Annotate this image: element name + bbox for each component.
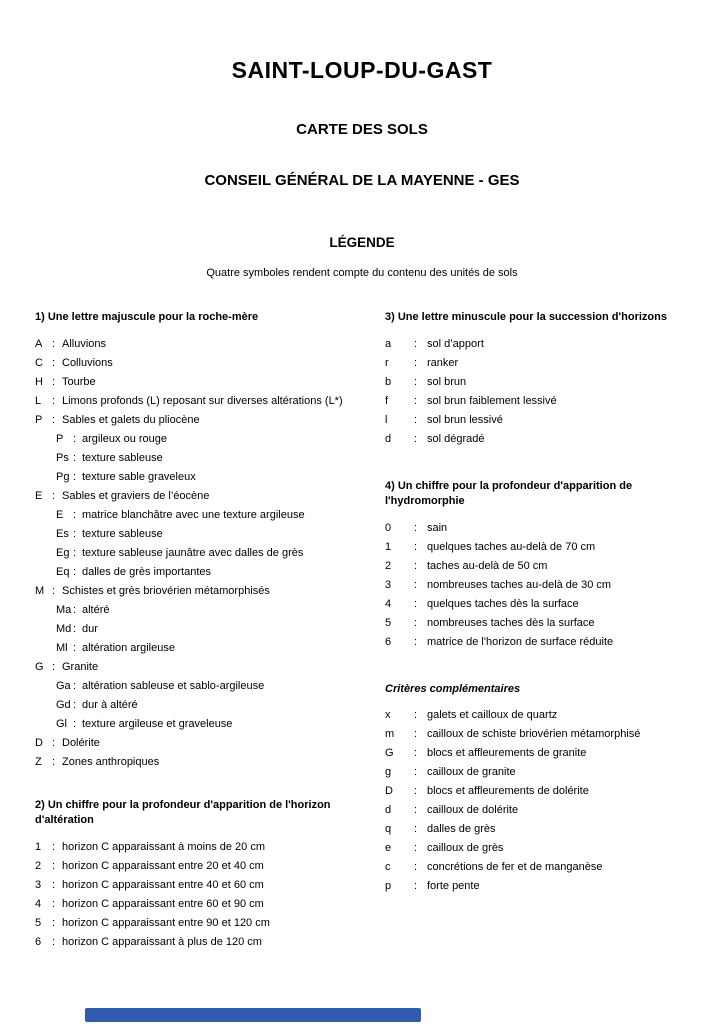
- document-subtitle-carte-des-sols: CARTE DES SOLS: [296, 121, 428, 138]
- entry-text: Zones anthropiques: [62, 756, 160, 768]
- entry-text: altération sableuse et sablo-argileuse: [82, 680, 265, 692]
- entry-symbol: Eg: [56, 547, 70, 559]
- entry-symbol: Es: [56, 528, 69, 540]
- legend-entry: [56, 430, 355, 449]
- entry-text: matrice blanchâtre avec une texture argileuse: [82, 509, 305, 521]
- entry-text: forte pente: [427, 880, 480, 892]
- legend-entry: [56, 639, 355, 658]
- legend-entry: [385, 557, 704, 576]
- entry-text: texture sableuse: [82, 452, 163, 464]
- entry-text: Dolérite: [62, 737, 100, 749]
- entry-symbol: 5: [35, 917, 42, 929]
- section-roche-mere: [35, 310, 355, 772]
- legend-entry: [385, 335, 704, 354]
- entry-symbol: p: [385, 880, 392, 892]
- entry-symbol: D: [35, 737, 43, 749]
- entry-separator: :: [52, 395, 56, 407]
- entry-symbol: 1: [35, 841, 42, 853]
- legend-entry: [35, 933, 355, 952]
- section-roche-mere-heading: 1) Une lettre majuscule pour la roche-mère: [35, 311, 259, 323]
- entry-text: Schistes et grès briovérien métamorphisés: [62, 585, 270, 597]
- entry-symbol: 6: [385, 636, 392, 648]
- legend-entry: [385, 411, 704, 430]
- entry-symbol: 2: [385, 560, 392, 572]
- entry-symbol: Gl: [56, 718, 67, 730]
- entry-symbol: 5: [385, 617, 392, 629]
- entry-separator: :: [52, 936, 56, 948]
- entry-symbol: Ma: [56, 604, 72, 616]
- entry-symbol: G: [35, 661, 44, 673]
- entry-symbol: d: [385, 804, 392, 816]
- entry-symbol: 4: [35, 898, 42, 910]
- legend-entry: [56, 620, 355, 639]
- entry-separator: :: [73, 718, 77, 730]
- legend-entry: [56, 601, 355, 620]
- legend-columns: [0, 310, 724, 952]
- section-horizon-alteration: [35, 798, 355, 952]
- entry-separator: :: [414, 617, 418, 629]
- footer-banner[interactable]: [85, 1008, 421, 1022]
- entry-separator: :: [414, 766, 418, 778]
- section-succession-horizons-heading: 3) Une lettre minuscule pour la succession d'horizons: [385, 311, 667, 323]
- legend-entry: [385, 725, 704, 744]
- entry-symbol: Z: [35, 756, 42, 768]
- entry-text: cailloux de schiste briovérien métamorphisé: [427, 728, 641, 740]
- entry-text: horizon C apparaissant entre 40 et 60 cm: [62, 879, 264, 891]
- legend-entry: [35, 734, 355, 753]
- entry-text: horizon C apparaissant à plus de 120 cm: [62, 936, 262, 948]
- entry-separator: :: [52, 585, 56, 597]
- entry-text: taches au-delà de 50 cm: [427, 560, 548, 572]
- entry-separator: :: [414, 376, 418, 388]
- legend-intro: Quatre symboles rendent compte du contenu des unités de sols: [206, 267, 518, 279]
- entry-separator: :: [414, 579, 418, 591]
- entry-symbol: l: [385, 414, 388, 426]
- entry-symbol: r: [385, 357, 389, 369]
- left-column: [35, 310, 355, 952]
- legend-entry: [35, 487, 355, 506]
- legend-entry: [56, 677, 355, 696]
- entry-symbol: A: [35, 338, 43, 350]
- entry-separator: :: [52, 879, 56, 891]
- entry-text: ranker: [427, 357, 459, 369]
- entry-symbol: Gd: [56, 699, 71, 711]
- legend-entry: [35, 658, 355, 677]
- entry-text: concrétions de fer et de manganèse: [427, 861, 603, 873]
- entry-symbol: d: [385, 433, 392, 445]
- entry-text: texture sableuse: [82, 528, 163, 540]
- legend-entry: [35, 354, 355, 373]
- entry-text: sol d’apport: [427, 338, 484, 350]
- entry-text: texture sableuse jaunâtre avec dalles de grès: [82, 547, 304, 559]
- legend-entry: [35, 335, 355, 354]
- entry-symbol: e: [385, 842, 392, 854]
- entry-separator: :: [414, 709, 418, 721]
- entry-separator: :: [414, 395, 418, 407]
- entry-symbol: 4: [385, 598, 392, 610]
- entry-text: texture sable graveleux: [82, 471, 196, 483]
- legend-entry: [56, 449, 355, 468]
- entry-symbol: Pg: [56, 471, 70, 483]
- entry-text: sol brun lessivé: [427, 414, 503, 426]
- entry-list-hydromorphie: [385, 519, 704, 652]
- legend-entry: [35, 373, 355, 392]
- entry-separator: :: [73, 642, 77, 654]
- entry-text: altéré: [82, 604, 110, 616]
- entry-separator: :: [52, 898, 56, 910]
- legend-entry: [385, 373, 704, 392]
- legend-entry: [385, 354, 704, 373]
- legend-entry: [385, 392, 704, 411]
- entry-symbol: f: [385, 395, 389, 407]
- entry-text: Tourbe: [62, 376, 96, 388]
- legend-entry: [385, 633, 704, 652]
- entry-separator: :: [73, 566, 77, 578]
- entry-text: sol dégradé: [427, 433, 485, 445]
- entry-text: matrice de l'horizon de surface réduite: [427, 636, 614, 648]
- legend-entry: [35, 857, 355, 876]
- entry-symbol: 2: [35, 860, 42, 872]
- entry-separator: :: [414, 636, 418, 648]
- entry-text: dur à altéré: [82, 699, 138, 711]
- entry-symbol: 3: [385, 579, 392, 591]
- legend-entry: [385, 877, 704, 896]
- entry-text: cailloux de granite: [427, 766, 516, 778]
- legend-entry: [385, 763, 704, 782]
- entry-text: blocs et affleurements de dolérite: [427, 785, 589, 797]
- entry-separator: :: [73, 452, 77, 464]
- entry-symbol: q: [385, 823, 392, 835]
- entry-symbol: Ga: [56, 680, 71, 692]
- entry-text: galets et cailloux de quartz: [427, 709, 558, 721]
- section-horizon-alteration-heading: 2) Un chiffre pour la profondeur d'apparition de l'horizon d'altération: [35, 799, 331, 826]
- legend-entry: [35, 411, 355, 430]
- entry-symbol: 6: [35, 936, 42, 948]
- legend-entry: [35, 895, 355, 914]
- entry-text: sol brun faiblement lessivé: [427, 395, 557, 407]
- legend-entry: [56, 506, 355, 525]
- legend-entry: [385, 538, 704, 557]
- entry-text: horizon C apparaissant entre 20 et 40 cm: [62, 860, 264, 872]
- entry-symbol: Ps: [56, 452, 69, 464]
- legend-entry: [385, 614, 704, 633]
- entry-separator: :: [73, 547, 77, 559]
- entry-symbol: a: [385, 338, 392, 350]
- entry-text: dalles de grès importantes: [82, 566, 212, 578]
- entry-text: Sables et galets du pliocène: [62, 414, 200, 426]
- document-title: SAINT-LOUP-DU-GAST: [231, 57, 493, 83]
- entry-text: blocs et affleurements de granite: [427, 747, 587, 759]
- entry-separator: :: [52, 860, 56, 872]
- legend-entry: [385, 820, 704, 839]
- legend-entry: [35, 582, 355, 601]
- entry-text: altération argileuse: [82, 642, 175, 654]
- entry-text: dur: [82, 623, 98, 635]
- legend-entry: [385, 744, 704, 763]
- legend-entry: [385, 595, 704, 614]
- entry-symbol: 1: [385, 541, 392, 553]
- legend-entry: [56, 563, 355, 582]
- entry-list-succession-horizons: [385, 335, 704, 449]
- entry-separator: :: [73, 699, 77, 711]
- entry-text: Limons profonds (L) reposant sur diverses altérations (L*): [62, 395, 343, 407]
- entry-symbol: 0: [385, 522, 392, 534]
- legend-entry: [385, 839, 704, 858]
- entry-separator: :: [414, 804, 418, 816]
- entry-separator: :: [52, 490, 56, 502]
- entry-symbol: Ml: [56, 642, 68, 654]
- entry-symbol: P: [35, 414, 43, 426]
- entry-separator: :: [414, 433, 418, 445]
- entry-separator: :: [414, 541, 418, 553]
- entry-symbol: Eq: [56, 566, 70, 578]
- section-criteres-complementaires: [385, 682, 704, 896]
- entry-separator: :: [73, 528, 77, 540]
- legend-entry: [35, 838, 355, 857]
- legend-entry: [385, 858, 704, 877]
- entry-text: Colluvions: [62, 357, 113, 369]
- entry-symbol: x: [385, 709, 391, 721]
- legend-entry: [385, 519, 704, 538]
- entry-text: horizon C apparaissant entre 60 et 90 cm: [62, 898, 264, 910]
- entry-separator: :: [414, 823, 418, 835]
- entry-text: Alluvions: [62, 338, 107, 350]
- entry-separator: :: [73, 604, 77, 616]
- legend-entry: [56, 468, 355, 487]
- legend-entry: [56, 696, 355, 715]
- entry-separator: :: [73, 509, 77, 521]
- entry-separator: :: [414, 880, 418, 892]
- entry-separator: :: [52, 357, 56, 369]
- entry-separator: :: [414, 728, 418, 740]
- entry-separator: :: [52, 376, 56, 388]
- entry-text: Granite: [62, 661, 99, 673]
- entry-separator: :: [52, 661, 56, 673]
- section-criteres-complementaires-heading: Critères complémentaires: [385, 683, 521, 695]
- legend-entry: [35, 392, 355, 411]
- entry-text: quelques taches dès la surface: [427, 598, 579, 610]
- entry-separator: :: [52, 737, 56, 749]
- entry-symbol: E: [56, 509, 64, 521]
- entry-text: nombreuses taches dès la surface: [427, 617, 595, 629]
- entry-separator: :: [414, 522, 418, 534]
- legend-entry: [385, 801, 704, 820]
- entry-separator: :: [414, 560, 418, 572]
- entry-separator: :: [414, 338, 418, 350]
- entry-symbol: L: [35, 395, 42, 407]
- entry-symbol: H: [35, 376, 43, 388]
- entry-separator: :: [52, 756, 56, 768]
- entry-text: sain: [427, 522, 448, 534]
- entry-text: horizon C apparaissant à moins de 20 cm: [62, 841, 265, 853]
- legend-entry: [35, 753, 355, 772]
- section-succession-horizons: [385, 310, 704, 449]
- entry-symbol: D: [385, 785, 393, 797]
- entry-separator: :: [52, 841, 56, 853]
- entry-text: cailloux de dolérite: [427, 804, 519, 816]
- entry-separator: :: [52, 414, 56, 426]
- entry-separator: :: [73, 623, 77, 635]
- entry-symbol: P: [56, 433, 64, 445]
- legend-entry: [35, 914, 355, 933]
- legend-entry: [56, 544, 355, 563]
- entry-separator: :: [414, 785, 418, 797]
- entry-separator: :: [414, 747, 418, 759]
- entry-text: argileux ou rouge: [82, 433, 168, 445]
- entry-symbol: b: [385, 376, 392, 388]
- entry-separator: :: [414, 842, 418, 854]
- entry-list-criteres-complementaires: [385, 706, 704, 896]
- entry-separator: :: [73, 433, 77, 445]
- entry-separator: :: [414, 357, 418, 369]
- legend-entry: [385, 576, 704, 595]
- section-hydromorphie-heading: 4) Un chiffre pour la profondeur d'apparition de l'hydromorphie: [385, 480, 633, 507]
- entry-text: texture argileuse et graveleuse: [82, 718, 233, 730]
- entry-symbol: Md: [56, 623, 72, 635]
- entry-separator: :: [52, 917, 56, 929]
- entry-symbol: E: [35, 490, 43, 502]
- entry-separator: :: [414, 414, 418, 426]
- entry-symbol: G: [385, 747, 394, 759]
- section-hydromorphie: [385, 479, 704, 652]
- legend-entry: [385, 782, 704, 801]
- legend-entry: [385, 706, 704, 725]
- entry-symbol: g: [385, 766, 392, 778]
- right-column: [385, 310, 704, 896]
- legend-entry: [56, 525, 355, 544]
- document-subtitle-conseil-general: CONSEIL GÉNÉRAL DE LA MAYENNE - GES: [204, 172, 520, 189]
- entry-symbol: C: [35, 357, 43, 369]
- entry-separator: :: [52, 338, 56, 350]
- entry-text: Sables et graviers de l’éocène: [62, 490, 210, 502]
- entry-text: nombreuses taches au-delà de 30 cm: [427, 579, 612, 591]
- entry-text: horizon C apparaissant entre 90 et 120 cm: [62, 917, 270, 929]
- legend-title: LÉGENDE: [329, 235, 395, 250]
- entry-separator: :: [73, 680, 77, 692]
- legend-entry: [385, 430, 704, 449]
- entry-list-horizon-alteration: [35, 838, 355, 952]
- entry-separator: :: [414, 598, 418, 610]
- entry-list-roche-mere: [35, 335, 355, 772]
- entry-symbol: 3: [35, 879, 42, 891]
- legend-entry: [56, 715, 355, 734]
- entry-text: dalles de grès: [427, 823, 496, 835]
- legend-entry: [35, 876, 355, 895]
- entry-text: quelques taches au-delà de 70 cm: [427, 541, 596, 553]
- entry-text: sol brun: [427, 376, 467, 388]
- entry-separator: :: [414, 861, 418, 873]
- entry-separator: :: [73, 471, 77, 483]
- entry-text: cailloux de grès: [427, 842, 504, 854]
- entry-symbol: M: [35, 585, 45, 597]
- entry-symbol: c: [385, 861, 391, 873]
- entry-symbol: m: [385, 728, 395, 740]
